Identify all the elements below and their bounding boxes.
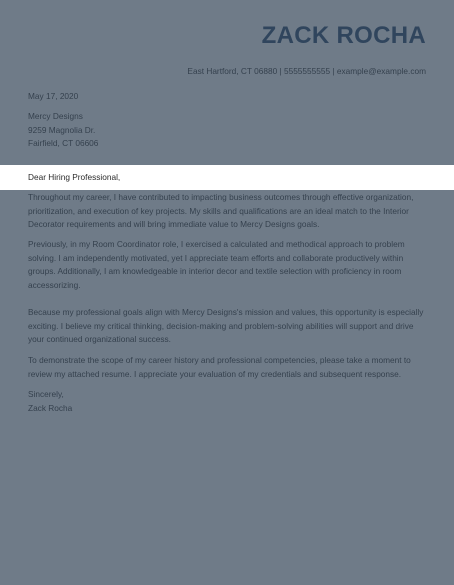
dim-overlay-top [0,0,454,165]
dim-overlay-bottom [0,190,454,585]
salutation: Dear Hiring Professional, [28,172,121,182]
